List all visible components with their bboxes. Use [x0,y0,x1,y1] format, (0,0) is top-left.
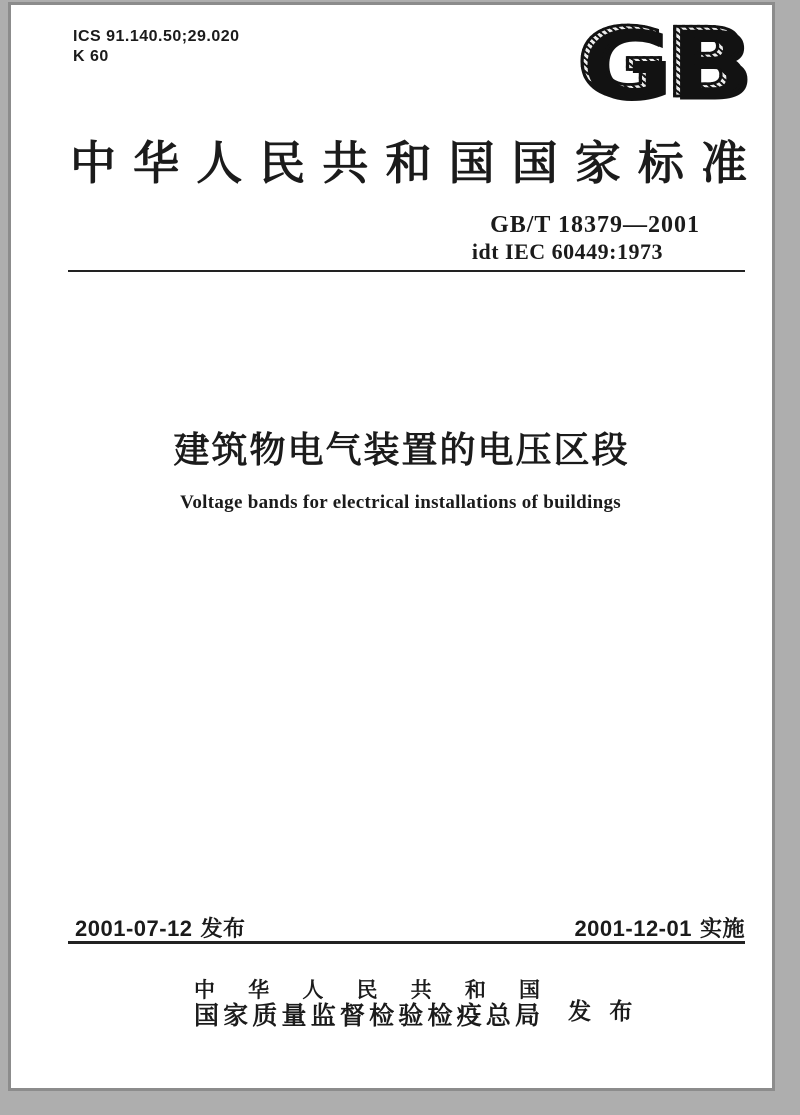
publisher-line2: 国家质量监督检验检疫总局 [194,1003,540,1030]
implementation-date [574,912,745,943]
publisher-line1: 中华人民共和国 [194,978,540,1002]
standard-number: GB/T 18379—2001 [490,212,700,238]
national-standard-heading: 中华人民共和国国家标准 [70,138,747,189]
issue-date-value: 2001-07-12 [75,916,193,941]
date-row [75,912,745,943]
title-english: Voltage bands for electrical installations of buildings [180,492,621,513]
footer-rule [68,941,745,944]
publisher-lines [194,977,540,1031]
gb-logo: GB [576,6,746,119]
idt-reference: idt IEC 60449:1973 [471,239,663,264]
header-rule [68,270,745,272]
ics-block [73,27,240,67]
implementation-date-value: 2001-12-01 [574,916,692,941]
issue-date [75,912,246,943]
k-code: K 60 [73,48,109,65]
standard-number-block [472,211,700,264]
publish-label: 发 布 [568,998,639,1024]
ics-code: ICS 91.140.50;29.020 [73,28,240,45]
issue-date-label: 发布 [200,916,246,941]
implementation-date-label: 实施 [699,916,745,941]
title-chinese: 建筑物电气装置的电压区段 [173,429,630,470]
publisher-block [194,977,639,1031]
document-page [8,2,775,1091]
